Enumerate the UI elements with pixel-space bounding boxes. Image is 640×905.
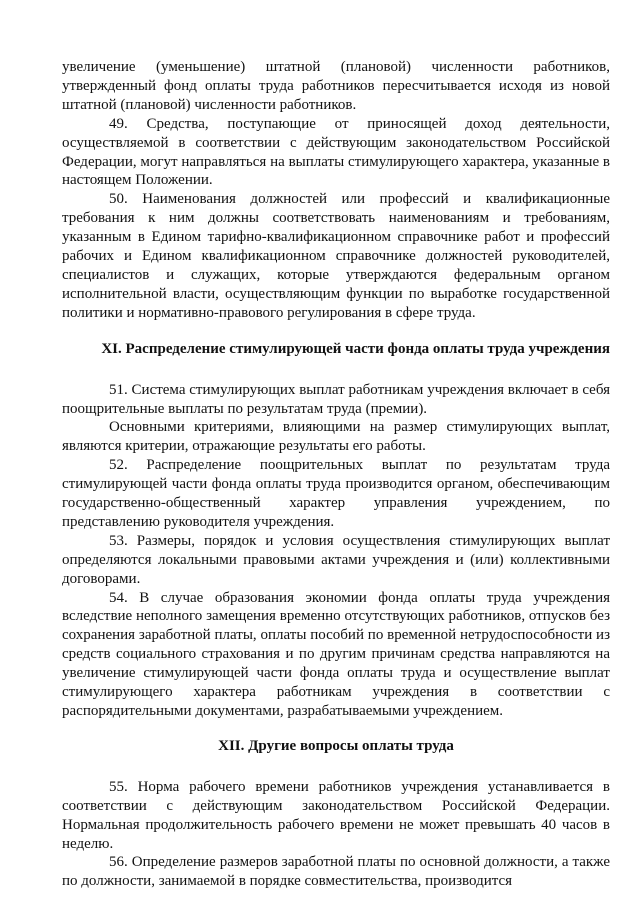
paragraph-50: 50. Наименования должностей или профессий и квалификационные требования к ним должны соответствовать наименованиям и требованиям, указанным в Едином тарифно-квалификационном справочнике работ и профессий рабочих и Едином квалификационном справочнике должностей руководителей, специалистов и служащих, которые утверждаются федеральным органом исполнительной власти, осуществляющим функции по выработке государственной политики и нормативно-правового регулирования в сфере труда.: [62, 191, 610, 321]
document-page: [62, 58, 610, 891]
paragraph-54: 54. В случае образования экономии фонда оплаты труда учреждения вследствие неполного замещения временно отсутствующих работников, отпусков без сохранения заработной платы, оплаты пособий по временной нетрудоспособности из средств социального страхования и по другим причинам средства направляются на увеличение стимулирующей части фонда оплаты труда и осуществление выплат стимулирующего характера работникам учреждения в соответствии с распорядительными документами, разрабатываемыми учреждением.: [62, 589, 610, 719]
paragraph-continuation: увеличение (уменьшение) штатной (плановой) численности работников, утвержденный фонд оплаты труда работников пересчитывается исходя из новой штатной (плановой) численности работников.: [62, 59, 610, 113]
paragraph-56: 56. Определение размеров заработной платы по основной должности, а также по должности, занимаемой в порядке совместительства, производится: [62, 854, 610, 890]
paragraph-51-criteria: Основными критериями, влияющими на размер стимулирующих выплат, являются критерии, отражающие результаты его работы.: [62, 419, 610, 455]
paragraph-55: 55. Норма рабочего времени работников учреждения устанавливается в соответствии с действующим законодательством Российской Федерации. Нормальная продолжительность рабочего времени не может превышать 40 часов в неделю.: [62, 778, 610, 852]
paragraph-51: 51. Система стимулирующих выплат работникам учреждения включает в себя поощрительные выплаты по результатам труда (премии).: [62, 381, 610, 417]
section-xi-heading: XI. Распределение стимулирующей части фонда оплаты труда учреждения: [101, 340, 610, 357]
paragraph-53: 53. Размеры, порядок и условия осуществления стимулирующих выплат определяются локальными правовыми актами учреждения и (или) коллективными договорами.: [62, 532, 610, 587]
section-xii-heading: XII. Другие вопросы оплаты труда: [218, 737, 454, 754]
paragraph-52: 52. Распределение поощрительных выплат по результатам труда стимулирующей части фонда оплаты труда производится органом, обеспечивающим государственно-общественный характер управления учреждением, по представлению руководителя учреждения.: [62, 457, 610, 530]
paragraph-49: 49. Средства, поступающие от приносящей доход деятельности, осуществляемой в соответствии с действующим законодательством Российской Федерации, могут направляться на выплаты стимулирующего характера, указанные в настоящем Положении.: [62, 115, 610, 189]
